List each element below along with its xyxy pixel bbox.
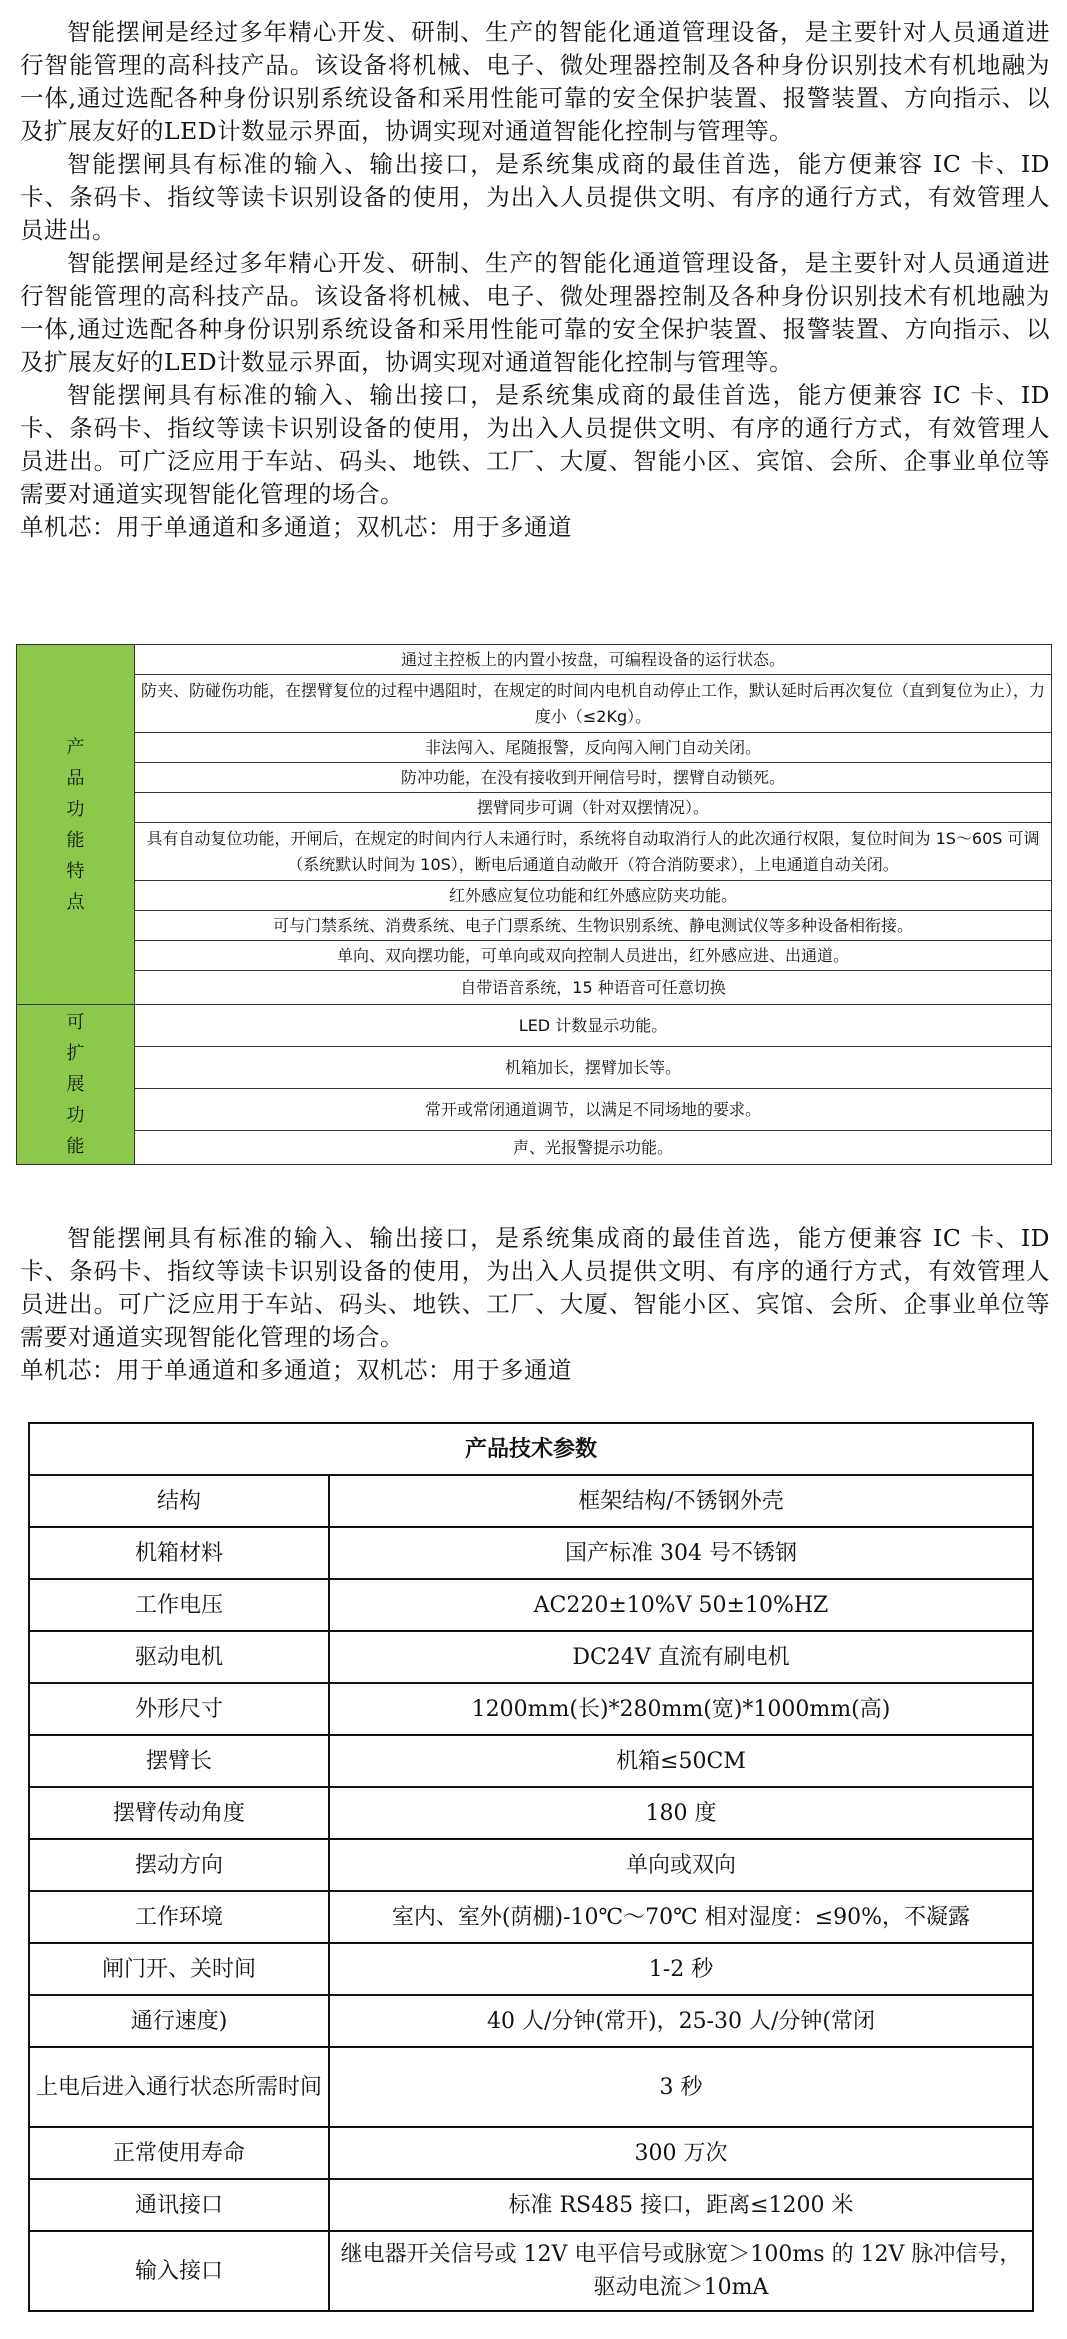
intro-paragraph-2: 智能摆闸具有标准的输入、输出接口，是系统集成商的最佳首选，能方便兼容 IC 卡、ID卡、条码卡、指纹等读卡识别设备的使用，为出入人员提供文明、有序的通行方式，有效管理人员进出。: [20, 150, 1050, 244]
intro-text: [20, 16, 1050, 544]
param-label: 机箱材料: [29, 1527, 329, 1579]
feature-row: 可与门禁系统、消费系统、电子门票系统、生物识别系统、静电测试仪等多种设备相衔接。: [135, 911, 1052, 941]
param-value: 框架结构/不锈钢外壳: [329, 1475, 1033, 1527]
params-table: [28, 1422, 1034, 2312]
feature-row: 非法闯入、尾随报警，反向闯入闸门自动关闭。: [135, 733, 1052, 763]
param-label: 输入接口: [29, 2231, 329, 2311]
param-label: 正常使用寿命: [29, 2127, 329, 2179]
param-label: 工作电压: [29, 1579, 329, 1631]
feature-row: 自带语音系统，15 种语音可任意切换: [135, 971, 1052, 1005]
param-label: 驱动电机: [29, 1631, 329, 1683]
intro-paragraph-1: 智能摆闸是经过多年精心开发、研制、生产的智能化通道管理设备，是主要针对人员通道进行智能管理的高科技产品。该设备将机械、电子、微处理器控制及各种身份识别技术有机地融为一体,通过选配各种身份识别系统设备和采用性能可靠的安全保护装置、报警装置、方向指示、以及扩展友好的LED计数显示界面，协调实现对通道智能化控制与管理等。: [20, 18, 1050, 145]
param-value: 机箱≤50CM: [329, 1735, 1033, 1787]
outro-paragraph-1: 智能摆闸具有标准的输入、输出接口，是系统集成商的最佳首选，能方便兼容 IC 卡、ID卡、条码卡、指纹等读卡识别设备的使用，为出入人员提供文明、有序的通行方式，有效管理人员进出。可广泛应用于车站、码头、地铁、工厂、大厦、智能小区、宾馆、会所、企事业单位等需要对通道实现智能化管理的场合。: [20, 1224, 1050, 1351]
feature-row: 摆臂同步可调（针对双摆情况）。: [135, 793, 1052, 823]
feature-row: 具有自动复位功能，开闸后，在规定的时间内行人未通行时，系统将自动取消行人的此次通行权限，复位时间为 1S～60S 可调（系统默认时间为 10S），断电后通道自动敞开（符合消防要求），上电通道自动关闭。: [135, 823, 1052, 881]
feature-row: 机箱加长，摆臂加长等。: [135, 1047, 1052, 1089]
param-label: 通讯接口: [29, 2179, 329, 2231]
feature-row: 声、光报警提示功能。: [135, 1131, 1052, 1165]
param-label: 上电后进入通行状态所需时间: [29, 2047, 329, 2127]
param-value: 1-2 秒: [329, 1943, 1033, 1995]
param-value: 单向或双向: [329, 1839, 1033, 1891]
feature-category-extended: 可 扩 展 功 能: [17, 1005, 135, 1165]
feature-row: 单向、双向摆功能，可单向或双向控制人员进出，红外感应进、出通道。: [135, 941, 1052, 971]
feature-row: LED 计数显示功能。: [135, 1005, 1052, 1047]
param-value: 3 秒: [329, 2047, 1033, 2127]
param-value: 1200mm(长)*280mm(宽)*1000mm(高): [329, 1683, 1033, 1735]
param-label: 通行速度): [29, 1995, 329, 2047]
param-value: 室内、室外(荫棚)-10℃～70℃ 相对湿度：≤90%，不凝露: [329, 1891, 1033, 1943]
param-label: 结构: [29, 1475, 329, 1527]
outro-paragraph-2: 单机芯：用于单通道和多通道；双机芯：用于多通道: [20, 1356, 572, 1384]
feature-row: 红外感应复位功能和红外感应防夹功能。: [135, 881, 1052, 911]
param-value: 300 万次: [329, 2127, 1033, 2179]
outro-text: [20, 1222, 1050, 1387]
param-label: 摆臂传动角度: [29, 1787, 329, 1839]
feature-table: [16, 644, 1052, 1165]
feature-row: 常开或常闭通道调节，以满足不同场地的要求。: [135, 1089, 1052, 1131]
feature-row: 防夹、防碰伤功能，在摆臂复位的过程中遇阻时，在规定的时间内电机自动停止工作，默认延时后再次复位（直到复位为止），力度小（≤2Kg）。: [135, 675, 1052, 733]
intro-paragraph-3: 智能摆闸是经过多年精心开发、研制、生产的智能化通道管理设备，是主要针对人员通道进行智能管理的高科技产品。该设备将机械、电子、微处理器控制及各种身份识别技术有机地融为一体,通过选配各种身份识别系统设备和采用性能可靠的安全保护装置、报警装置、方向指示、以及扩展友好的LED计数显示界面，协调实现对通道智能化控制与管理等。: [20, 249, 1050, 376]
param-value: 标准 RS485 接口，距离≤1200 米: [329, 2179, 1033, 2231]
feature-row: 防冲功能，在没有接收到开闸信号时，摆臂自动锁死。: [135, 763, 1052, 793]
param-label: 摆臂长: [29, 1735, 329, 1787]
param-label: 外形尺寸: [29, 1683, 329, 1735]
feature-row: 通过主控板上的内置小按盘，可编程设备的运行状态。: [135, 645, 1052, 675]
param-value: DC24V 直流有刷电机: [329, 1631, 1033, 1683]
param-label: 工作环境: [29, 1891, 329, 1943]
params-title: 产品技术参数: [29, 1423, 1033, 1475]
param-label: 闸门开、关时间: [29, 1943, 329, 1995]
param-value: 40 人/分钟(常开)，25-30 人/分钟(常闭: [329, 1995, 1033, 2047]
param-value: 国产标准 304 号不锈钢: [329, 1527, 1033, 1579]
param-value: AC220±10%V 50±10%HZ: [329, 1579, 1033, 1631]
intro-paragraph-5: 单机芯：用于单通道和多通道；双机芯：用于多通道: [20, 513, 572, 541]
param-value: 继电器开关信号或 12V 电平信号或脉宽＞100ms 的 12V 脉冲信号，驱动电流＞10mA: [329, 2231, 1033, 2311]
param-value: 180 度: [329, 1787, 1033, 1839]
intro-paragraph-4: 智能摆闸具有标准的输入、输出接口，是系统集成商的最佳首选，能方便兼容 IC 卡、ID卡、条码卡、指纹等读卡识别设备的使用，为出入人员提供文明、有序的通行方式，有效管理人员进出。可广泛应用于车站、码头、地铁、工厂、大厦、智能小区、宾馆、会所、企事业单位等需要对通道实现智能化管理的场合。: [20, 381, 1050, 508]
feature-category-product: 产 品 功 能 特 点: [17, 645, 135, 1005]
param-label: 摆动方向: [29, 1839, 329, 1891]
